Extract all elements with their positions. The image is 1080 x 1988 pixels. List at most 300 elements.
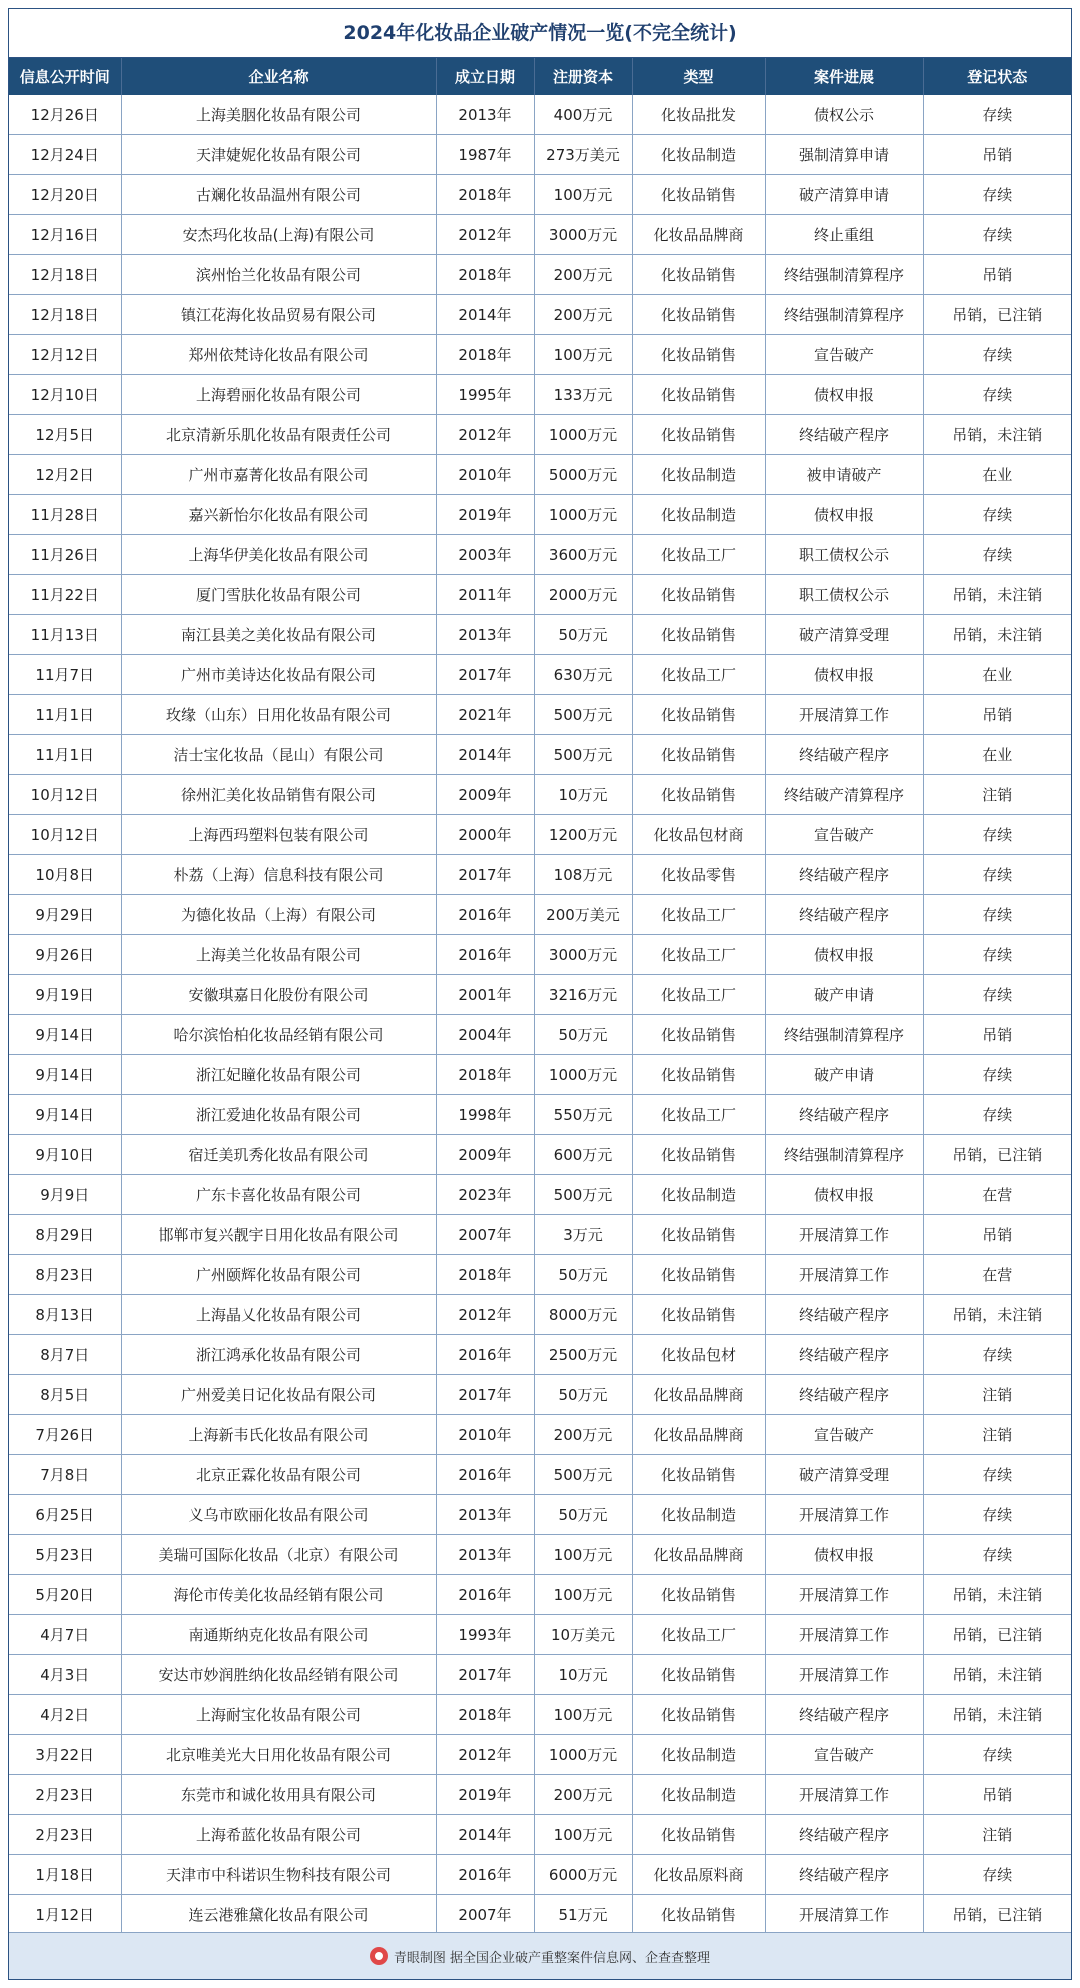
progress-cell: 终结破产程序	[765, 855, 923, 895]
date-cell: 12月12日	[9, 335, 121, 375]
table-row	[9, 1855, 1071, 1895]
founded-cell: 2013年	[436, 95, 534, 135]
capital-cell: 10万元	[534, 775, 632, 815]
type-cell: 化妆品销售	[632, 1895, 765, 1935]
date-cell: 9月26日	[9, 935, 121, 975]
progress-cell: 债权公示	[765, 95, 923, 135]
capital-cell: 500万元	[534, 695, 632, 735]
capital-cell: 500万元	[534, 1455, 632, 1495]
status-cell: 吊销，已注销	[923, 295, 1071, 335]
table-row	[9, 575, 1071, 615]
capital-cell: 50万元	[534, 1255, 632, 1295]
date-cell: 5月23日	[9, 1535, 121, 1575]
status-cell: 存续	[923, 815, 1071, 855]
type-cell: 化妆品工厂	[632, 1095, 765, 1135]
type-cell: 化妆品销售	[632, 735, 765, 775]
company-cell: 海伦市传美化妆品经销有限公司	[121, 1575, 436, 1615]
type-cell: 化妆品销售	[632, 1135, 765, 1175]
company-cell: 广州颐辉化妆品有限公司	[121, 1255, 436, 1295]
company-cell: 南江县美之美化妆品有限公司	[121, 615, 436, 655]
type-cell: 化妆品销售	[632, 295, 765, 335]
capital-cell: 200万元	[534, 255, 632, 295]
date-cell: 10月12日	[9, 775, 121, 815]
capital-cell: 100万元	[534, 335, 632, 375]
date-cell: 8月29日	[9, 1215, 121, 1255]
type-cell: 化妆品工厂	[632, 895, 765, 935]
founded-cell: 2012年	[436, 1735, 534, 1775]
table-row	[9, 935, 1071, 975]
status-cell: 存续	[923, 1735, 1071, 1775]
status-cell: 吊销	[923, 695, 1071, 735]
table-row	[9, 1775, 1071, 1815]
founded-cell: 2013年	[436, 1495, 534, 1535]
capital-cell: 100万元	[534, 1535, 632, 1575]
founded-cell: 2009年	[436, 1135, 534, 1175]
company-cell: 上海西玛塑料包装有限公司	[121, 815, 436, 855]
table-row	[9, 855, 1071, 895]
type-cell: 化妆品品牌商	[632, 215, 765, 255]
company-cell: 天津市中科诺识生物科技有限公司	[121, 1855, 436, 1895]
type-cell: 化妆品原料商	[632, 1855, 765, 1895]
capital-cell: 630万元	[534, 655, 632, 695]
type-cell: 化妆品销售	[632, 1255, 765, 1295]
progress-cell: 终结强制清算程序	[765, 255, 923, 295]
col-header-capital: 注册资本	[534, 58, 632, 95]
company-cell: 上海希蓝化妆品有限公司	[121, 1815, 436, 1855]
company-cell: 洁士宝化妆品（昆山）有限公司	[121, 735, 436, 775]
type-cell: 化妆品制造	[632, 1735, 765, 1775]
company-cell: 安达市妙润胜纳化妆品经销有限公司	[121, 1655, 436, 1695]
capital-cell: 550万元	[534, 1095, 632, 1135]
capital-cell: 6000万元	[534, 1855, 632, 1895]
progress-cell: 债权申报	[765, 655, 923, 695]
type-cell: 化妆品销售	[632, 1295, 765, 1335]
table-row	[9, 1695, 1071, 1735]
progress-cell: 债权申报	[765, 1175, 923, 1215]
date-cell: 8月13日	[9, 1295, 121, 1335]
status-cell: 存续	[923, 535, 1071, 575]
type-cell: 化妆品工厂	[632, 975, 765, 1015]
date-cell: 11月1日	[9, 735, 121, 775]
company-cell: 浙江爱迪化妆品有限公司	[121, 1095, 436, 1135]
col-header-company: 企业名称	[121, 58, 436, 95]
company-cell: 宿迁美玑秀化妆品有限公司	[121, 1135, 436, 1175]
founded-cell: 2013年	[436, 615, 534, 655]
type-cell: 化妆品制造	[632, 1495, 765, 1535]
progress-cell: 开展清算工作	[765, 1255, 923, 1295]
progress-cell: 开展清算工作	[765, 1615, 923, 1655]
founded-cell: 2007年	[436, 1895, 534, 1935]
type-cell: 化妆品销售	[632, 1015, 765, 1055]
company-cell: 浙江妃瞳化妆品有限公司	[121, 1055, 436, 1095]
founded-cell: 2012年	[436, 1295, 534, 1335]
status-cell: 存续	[923, 855, 1071, 895]
date-cell: 9月10日	[9, 1135, 121, 1175]
status-cell: 存续	[923, 1855, 1071, 1895]
date-cell: 12月26日	[9, 95, 121, 135]
founded-cell: 2016年	[436, 1575, 534, 1615]
date-cell: 5月20日	[9, 1575, 121, 1615]
table-row	[9, 1295, 1071, 1335]
type-cell: 化妆品工厂	[632, 655, 765, 695]
type-cell: 化妆品销售	[632, 1215, 765, 1255]
progress-cell: 终结破产程序	[765, 1295, 923, 1335]
company-cell: 朴荔（上海）信息科技有限公司	[121, 855, 436, 895]
company-cell: 美瑞可国际化妆品（北京）有限公司	[121, 1535, 436, 1575]
progress-cell: 被申请破产	[765, 455, 923, 495]
progress-cell: 职工债权公示	[765, 535, 923, 575]
progress-cell: 破产申请	[765, 975, 923, 1015]
type-cell: 化妆品销售	[632, 575, 765, 615]
type-cell: 化妆品销售	[632, 255, 765, 295]
status-cell: 吊销，未注销	[923, 1695, 1071, 1735]
table-row	[9, 1255, 1071, 1295]
capital-cell: 1000万元	[534, 495, 632, 535]
progress-cell: 职工债权公示	[765, 575, 923, 615]
company-cell: 上海新韦氏化妆品有限公司	[121, 1415, 436, 1455]
company-cell: 厦门雪肤化妆品有限公司	[121, 575, 436, 615]
table-row	[9, 895, 1071, 935]
type-cell: 化妆品销售	[632, 1575, 765, 1615]
company-cell: 郑州依梵诗化妆品有限公司	[121, 335, 436, 375]
table-row	[9, 1815, 1071, 1855]
table-row	[9, 1615, 1071, 1655]
date-cell: 12月2日	[9, 455, 121, 495]
founded-cell: 2023年	[436, 1175, 534, 1215]
capital-cell: 50万元	[534, 1495, 632, 1535]
progress-cell: 债权申报	[765, 1535, 923, 1575]
table-row	[9, 735, 1071, 775]
table-row	[9, 1375, 1071, 1415]
founded-cell: 2016年	[436, 895, 534, 935]
type-cell: 化妆品销售	[632, 375, 765, 415]
status-cell: 存续	[923, 375, 1071, 415]
founded-cell: 2017年	[436, 855, 534, 895]
company-cell: 哈尔滨怡柏化妆品经销有限公司	[121, 1015, 436, 1055]
company-cell: 镇江花海化妆品贸易有限公司	[121, 295, 436, 335]
founded-cell: 2013年	[436, 1535, 534, 1575]
founded-cell: 2018年	[436, 335, 534, 375]
capital-cell: 50万元	[534, 615, 632, 655]
table-row	[9, 975, 1071, 1015]
type-cell: 化妆品销售	[632, 1455, 765, 1495]
status-cell: 存续	[923, 335, 1071, 375]
progress-cell: 宣告破产	[765, 1735, 923, 1775]
progress-cell: 开展清算工作	[765, 1895, 923, 1935]
table-row	[9, 1095, 1071, 1135]
type-cell: 化妆品销售	[632, 415, 765, 455]
date-cell: 10月8日	[9, 855, 121, 895]
type-cell: 化妆品包材商	[632, 815, 765, 855]
founded-cell: 1993年	[436, 1615, 534, 1655]
type-cell: 化妆品销售	[632, 335, 765, 375]
progress-cell: 终结破产程序	[765, 735, 923, 775]
type-cell: 化妆品销售	[632, 1055, 765, 1095]
company-cell: 广州市美诗达化妆品有限公司	[121, 655, 436, 695]
table-row	[9, 1055, 1071, 1095]
capital-cell: 400万元	[534, 95, 632, 135]
capital-cell: 100万元	[534, 175, 632, 215]
capital-cell: 2500万元	[534, 1335, 632, 1375]
capital-cell: 600万元	[534, 1135, 632, 1175]
table-row	[9, 215, 1071, 255]
company-cell: 连云港雅黛化妆品有限公司	[121, 1895, 436, 1935]
founded-cell: 2010年	[436, 1415, 534, 1455]
company-cell: 上海美兰化妆品有限公司	[121, 935, 436, 975]
company-cell: 徐州汇美化妆品销售有限公司	[121, 775, 436, 815]
progress-cell: 开展清算工作	[765, 1655, 923, 1695]
status-cell: 存续	[923, 935, 1071, 975]
date-cell: 12月24日	[9, 135, 121, 175]
status-cell: 在业	[923, 735, 1071, 775]
status-cell: 存续	[923, 175, 1071, 215]
progress-cell: 债权申报	[765, 935, 923, 975]
table-row	[9, 95, 1071, 135]
date-cell: 2月23日	[9, 1815, 121, 1855]
table-row	[9, 775, 1071, 815]
capital-cell: 51万元	[534, 1895, 632, 1935]
date-cell: 9月14日	[9, 1015, 121, 1055]
capital-cell: 3000万元	[534, 215, 632, 255]
bankruptcy-table	[9, 58, 1071, 1935]
table-body	[9, 95, 1071, 1935]
progress-cell: 宣告破产	[765, 1415, 923, 1455]
date-cell: 1月18日	[9, 1855, 121, 1895]
status-cell: 存续	[923, 1095, 1071, 1135]
date-cell: 12月18日	[9, 255, 121, 295]
progress-cell: 破产申请	[765, 1055, 923, 1095]
company-cell: 上海美胭化妆品有限公司	[121, 95, 436, 135]
status-cell: 存续	[923, 1495, 1071, 1535]
type-cell: 化妆品工厂	[632, 535, 765, 575]
capital-cell: 100万元	[534, 1575, 632, 1615]
status-cell: 吊销，未注销	[923, 1575, 1071, 1615]
company-cell: 广东卡喜化妆品有限公司	[121, 1175, 436, 1215]
capital-cell: 273万美元	[534, 135, 632, 175]
col-header-status: 登记状态	[923, 58, 1071, 95]
date-cell: 9月9日	[9, 1175, 121, 1215]
founded-cell: 2014年	[436, 735, 534, 775]
progress-cell: 终结破产程序	[765, 1695, 923, 1735]
company-cell: 安杰玛化妆品(上海)有限公司	[121, 215, 436, 255]
company-cell: 天津婕妮化妆品有限公司	[121, 135, 436, 175]
progress-cell: 开展清算工作	[765, 695, 923, 735]
status-cell: 存续	[923, 975, 1071, 1015]
type-cell: 化妆品销售	[632, 1815, 765, 1855]
capital-cell: 500万元	[534, 735, 632, 775]
capital-cell: 10万美元	[534, 1615, 632, 1655]
progress-cell: 破产清算受理	[765, 1455, 923, 1495]
capital-cell: 8000万元	[534, 1295, 632, 1335]
founded-cell: 2017年	[436, 655, 534, 695]
type-cell: 化妆品制造	[632, 455, 765, 495]
table-row	[9, 295, 1071, 335]
progress-cell: 终止重组	[765, 215, 923, 255]
progress-cell: 终结破产程序	[765, 895, 923, 935]
company-cell: 滨州怡兰化妆品有限公司	[121, 255, 436, 295]
type-cell: 化妆品销售	[632, 1655, 765, 1695]
table-row	[9, 175, 1071, 215]
col-header-progress: 案件进展	[765, 58, 923, 95]
date-cell: 4月3日	[9, 1655, 121, 1695]
status-cell: 存续	[923, 95, 1071, 135]
table-row	[9, 135, 1071, 175]
capital-cell: 108万元	[534, 855, 632, 895]
date-cell: 12月10日	[9, 375, 121, 415]
date-cell: 4月7日	[9, 1615, 121, 1655]
table-row	[9, 1135, 1071, 1175]
progress-cell: 终结破产程序	[765, 415, 923, 455]
progress-cell: 破产清算受理	[765, 615, 923, 655]
table-row	[9, 695, 1071, 735]
company-cell: 上海晶乂化妆品有限公司	[121, 1295, 436, 1335]
founded-cell: 2018年	[436, 255, 534, 295]
progress-cell: 强制清算申请	[765, 135, 923, 175]
table-row	[9, 1655, 1071, 1695]
company-cell: 广州市嘉菁化妆品有限公司	[121, 455, 436, 495]
founded-cell: 1995年	[436, 375, 534, 415]
date-cell: 10月12日	[9, 815, 121, 855]
company-cell: 浙江鸿承化妆品有限公司	[121, 1335, 436, 1375]
table-row	[9, 535, 1071, 575]
capital-cell: 500万元	[534, 1175, 632, 1215]
company-cell: 为德化妆品（上海）有限公司	[121, 895, 436, 935]
founded-cell: 2007年	[436, 1215, 534, 1255]
capital-cell: 1200万元	[534, 815, 632, 855]
table-row	[9, 1495, 1071, 1535]
founded-cell: 2018年	[436, 1255, 534, 1295]
date-cell: 11月13日	[9, 615, 121, 655]
table-row	[9, 1175, 1071, 1215]
founded-cell: 2016年	[436, 935, 534, 975]
status-cell: 吊销，已注销	[923, 1895, 1071, 1935]
founded-cell: 2016年	[436, 1455, 534, 1495]
founded-cell: 2016年	[436, 1855, 534, 1895]
status-cell: 注销	[923, 1375, 1071, 1415]
capital-cell: 1000万元	[534, 1055, 632, 1095]
status-cell: 吊销，未注销	[923, 1295, 1071, 1335]
type-cell: 化妆品零售	[632, 855, 765, 895]
type-cell: 化妆品品牌商	[632, 1535, 765, 1575]
date-cell: 8月5日	[9, 1375, 121, 1415]
table-row	[9, 335, 1071, 375]
founded-cell: 2018年	[436, 1695, 534, 1735]
founded-cell: 2014年	[436, 1815, 534, 1855]
status-cell: 吊销	[923, 1215, 1071, 1255]
type-cell: 化妆品工厂	[632, 935, 765, 975]
type-cell: 化妆品制造	[632, 1175, 765, 1215]
status-cell: 在营	[923, 1255, 1071, 1295]
status-cell: 注销	[923, 1815, 1071, 1855]
founded-cell: 2009年	[436, 775, 534, 815]
founded-cell: 2004年	[436, 1015, 534, 1055]
col-header-founded: 成立日期	[436, 58, 534, 95]
company-cell: 东莞市和诚化妆用具有限公司	[121, 1775, 436, 1815]
table-header-row	[9, 58, 1071, 95]
capital-cell: 200万元	[534, 1775, 632, 1815]
footer	[9, 1932, 1071, 1979]
capital-cell: 1000万元	[534, 415, 632, 455]
capital-cell: 200万美元	[534, 895, 632, 935]
status-cell: 存续	[923, 895, 1071, 935]
date-cell: 9月14日	[9, 1055, 121, 1095]
founded-cell: 2018年	[436, 175, 534, 215]
founded-cell: 2000年	[436, 815, 534, 855]
capital-cell: 50万元	[534, 1375, 632, 1415]
company-cell: 上海耐宝化妆品有限公司	[121, 1695, 436, 1735]
date-cell: 4月2日	[9, 1695, 121, 1735]
founded-cell: 2018年	[436, 1055, 534, 1095]
progress-cell: 终结破产程序	[765, 1855, 923, 1895]
progress-cell: 终结破产程序	[765, 1335, 923, 1375]
document-frame	[8, 8, 1072, 1980]
capital-cell: 10万元	[534, 1655, 632, 1695]
company-cell: 玫缘（山东）日用化妆品有限公司	[121, 695, 436, 735]
date-cell: 11月7日	[9, 655, 121, 695]
founded-cell: 2003年	[436, 535, 534, 575]
table-row	[9, 255, 1071, 295]
type-cell: 化妆品销售	[632, 695, 765, 735]
progress-cell: 终结破产程序	[765, 1375, 923, 1415]
company-cell: 安徽琪嘉日化股份有限公司	[121, 975, 436, 1015]
status-cell: 在业	[923, 655, 1071, 695]
capital-cell: 200万元	[534, 1415, 632, 1455]
founded-cell: 1998年	[436, 1095, 534, 1135]
date-cell: 12月16日	[9, 215, 121, 255]
founded-cell: 1987年	[436, 135, 534, 175]
status-cell: 存续	[923, 1055, 1071, 1095]
progress-cell: 破产清算申请	[765, 175, 923, 215]
date-cell: 11月26日	[9, 535, 121, 575]
table-row	[9, 1215, 1071, 1255]
status-cell: 存续	[923, 1455, 1071, 1495]
table-row	[9, 1895, 1071, 1935]
table-row	[9, 1535, 1071, 1575]
capital-cell: 50万元	[534, 1015, 632, 1055]
table-row	[9, 1575, 1071, 1615]
progress-cell: 终结强制清算程序	[765, 295, 923, 335]
date-cell: 9月14日	[9, 1095, 121, 1135]
status-cell: 吊销，已注销	[923, 1135, 1071, 1175]
progress-cell: 开展清算工作	[765, 1575, 923, 1615]
capital-cell: 5000万元	[534, 455, 632, 495]
progress-cell: 终结强制清算程序	[765, 1015, 923, 1055]
founded-cell: 2019年	[436, 495, 534, 535]
date-cell: 12月20日	[9, 175, 121, 215]
progress-cell: 终结强制清算程序	[765, 1135, 923, 1175]
company-cell: 北京正霖化妆品有限公司	[121, 1455, 436, 1495]
type-cell: 化妆品包材	[632, 1335, 765, 1375]
status-cell: 注销	[923, 775, 1071, 815]
founded-cell: 2014年	[436, 295, 534, 335]
status-cell: 存续	[923, 1535, 1071, 1575]
status-cell: 吊销	[923, 1775, 1071, 1815]
status-cell: 吊销，已注销	[923, 1615, 1071, 1655]
type-cell: 化妆品品牌商	[632, 1375, 765, 1415]
capital-cell: 3万元	[534, 1215, 632, 1255]
company-cell: 嘉兴新怡尔化妆品有限公司	[121, 495, 436, 535]
company-cell: 南通斯纳克化妆品有限公司	[121, 1615, 436, 1655]
status-cell: 注销	[923, 1415, 1071, 1455]
type-cell: 化妆品制造	[632, 135, 765, 175]
date-cell: 6月25日	[9, 1495, 121, 1535]
type-cell: 化妆品销售	[632, 1695, 765, 1735]
qingyan-logo-icon	[370, 1947, 388, 1965]
capital-cell: 2000万元	[534, 575, 632, 615]
type-cell: 化妆品销售	[632, 175, 765, 215]
status-cell: 吊销，未注销	[923, 575, 1071, 615]
type-cell: 化妆品批发	[632, 95, 765, 135]
